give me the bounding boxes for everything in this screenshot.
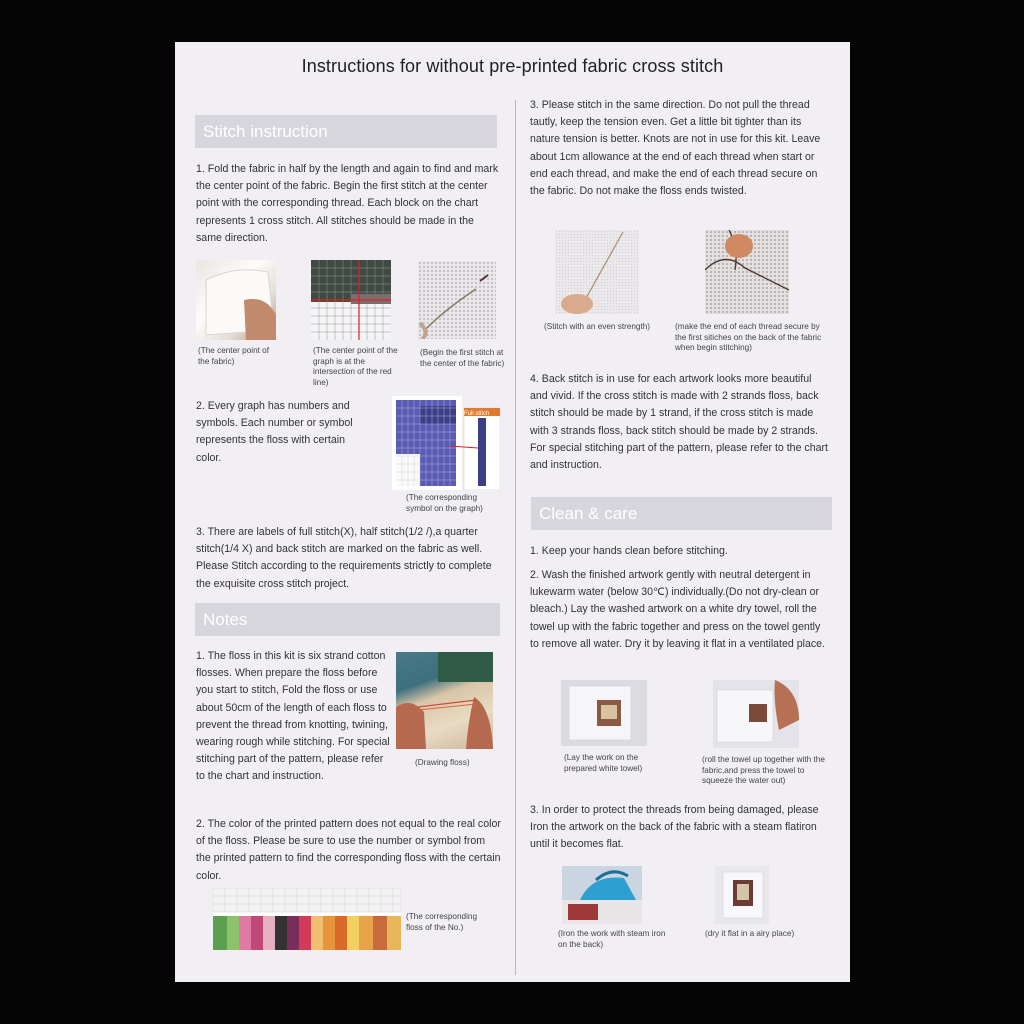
right-paragraph-3: 3. Please stitch in the same direction. Do not pull the thread tautly, keep the tension even. Get a little bit tighter than its nature tension is better. Knots are not in use for this kit. Leave about 1cm allowance at the end of each thread when start or end each thread, and make the end of each thread secure on the fabric. Do not make the floss ends twisted. <box>530 99 821 198</box>
caption-first-stitch: (Begin the first stitch at the center of the fabric) <box>420 348 505 368</box>
caption-lay-towel: (Lay the work on the prepared white towel) <box>564 753 643 773</box>
stitch-paragraph-3: 3. There are labels of full stitch(X), half stitch(1/2 /),a quarter stitch(1/4 X) and back stitch are marked on the fabric as well. Please Stitch according to the requirements strictly to complete the exquisite cross stitch project. <box>196 526 492 590</box>
towel-lay-photo <box>561 680 647 746</box>
caption-center-fabric: (The center point of the fabric) <box>198 346 269 366</box>
caption-roll-towel: (roll the towel up together with the fabric,and press the towel to squeeze the water out) <box>702 755 825 785</box>
center-graph-photo <box>311 260 391 340</box>
section-heading-clean: Clean & care <box>531 497 832 530</box>
caption-drawing-floss: (Drawing floss) <box>415 758 470 767</box>
stitch-paragraph-1: 1. Fold the fabric in half by the length and again to find and mark the center point of the fabric. Begin the first stitch at the center point with the corresponding thread. Each block on the chart represents 1 cross stitch. All stitches should be made in the same direction. <box>196 163 499 244</box>
section-heading-notes: Notes <box>195 603 500 636</box>
instruction-sheet <box>175 42 850 982</box>
center-fabric-photo <box>196 260 276 340</box>
graph-grid-image <box>311 260 391 340</box>
even-strength-photo <box>555 230 639 314</box>
page-title: Instructions for without pre-printed fabric cross stitch <box>301 56 724 76</box>
clean-paragraph-1: 1. Keep your hands clean before stitching. <box>530 545 728 557</box>
caption-floss-number: (The corresponding floss of the No.) <box>406 912 477 932</box>
folded-fabric-image <box>196 260 276 340</box>
first-stitch-photo <box>418 261 496 339</box>
towel-roll-image <box>713 680 799 748</box>
caption-secure-end: (make the end of each thread secure by the first sitiches on the back of the fabric when begin stitching) <box>675 322 822 352</box>
dry-flat-photo <box>715 866 769 924</box>
caption-center-graph: (The center point of the graph is at the intersection of the red line) <box>313 346 398 387</box>
clean-paragraph-3: 3. In order to protect the threads from being damaged, please Iron the artwork on the back of the fabric with a steam flatiron until it becomes flat. <box>530 804 819 851</box>
caption-iron: (Iron the work with steam iron on the back) <box>558 929 666 949</box>
hands-floss-image <box>396 652 493 749</box>
caption-even-strength: (Stitch with an even strength) <box>544 322 651 331</box>
dry-flat-image <box>715 866 769 924</box>
caption-symbol: (The corresponding symbol on the graph) <box>406 493 483 513</box>
legend-header: Full stitch <box>464 411 490 417</box>
stitch-paragraph-2: 2. Every graph has numbers and symbols. Each number or symbol represents the floss with certain color. <box>196 400 353 464</box>
towel-roll-photo <box>713 680 799 748</box>
towel-lay-image <box>561 680 647 746</box>
drawing-floss-photo <box>396 652 493 749</box>
steam-iron-image <box>562 866 642 924</box>
secure-thread-image <box>705 230 789 314</box>
needle-image <box>418 261 496 339</box>
even-stitch-image <box>555 230 639 314</box>
floss-numbers-image <box>213 888 401 950</box>
floss-numbers-photo <box>213 888 401 950</box>
right-paragraph-4: 4. Back stitch is in use for each artwork looks more beautiful and vivid. If the cross stitch is made with 2 strands floss, back stitch should be made by 1 strand, if the cross stitch is made with 3 strands floss, back stitch should be made by 2 strands. For special stitching part of the pattern, please refer to the chart and instruction. <box>530 373 828 472</box>
steam-iron-photo <box>562 866 642 924</box>
column-divider <box>515 100 516 975</box>
caption-dry-flat: (dry it flat in a airy place) <box>705 929 795 938</box>
clean-paragraph-2: 2. Wash the finished artwork gently with neutral detergent in lukewarm water (below 30℃) individually.(Do not dry-clean or bleach.) Lay the washed artwork on a white dry towel, roll the towel up with the fabric together and press on the towel gently to remove all water. Dry it by leaving it flat in a ventilated place. <box>530 569 826 650</box>
section-heading-stitch: Stitch instruction <box>195 115 497 148</box>
secure-end-photo <box>705 230 789 314</box>
notes-paragraph-1: 1. The floss in this kit is six strand cotton flosses. When prepare the floss before you start to stitch, Fold the floss or use about 50cm of the length of each floss to prevent the thread from knotting, twining, wearing rough while stitching. For special stitching part of the pattern, please refer to the chart and instruction. <box>196 650 390 783</box>
notes-paragraph-2: 2. The color of the printed pattern does not equal to the real color of the floss. Please be sure to use the number or symbol from the printed pattern to find the corresponding floss with the certain color. <box>196 818 501 882</box>
